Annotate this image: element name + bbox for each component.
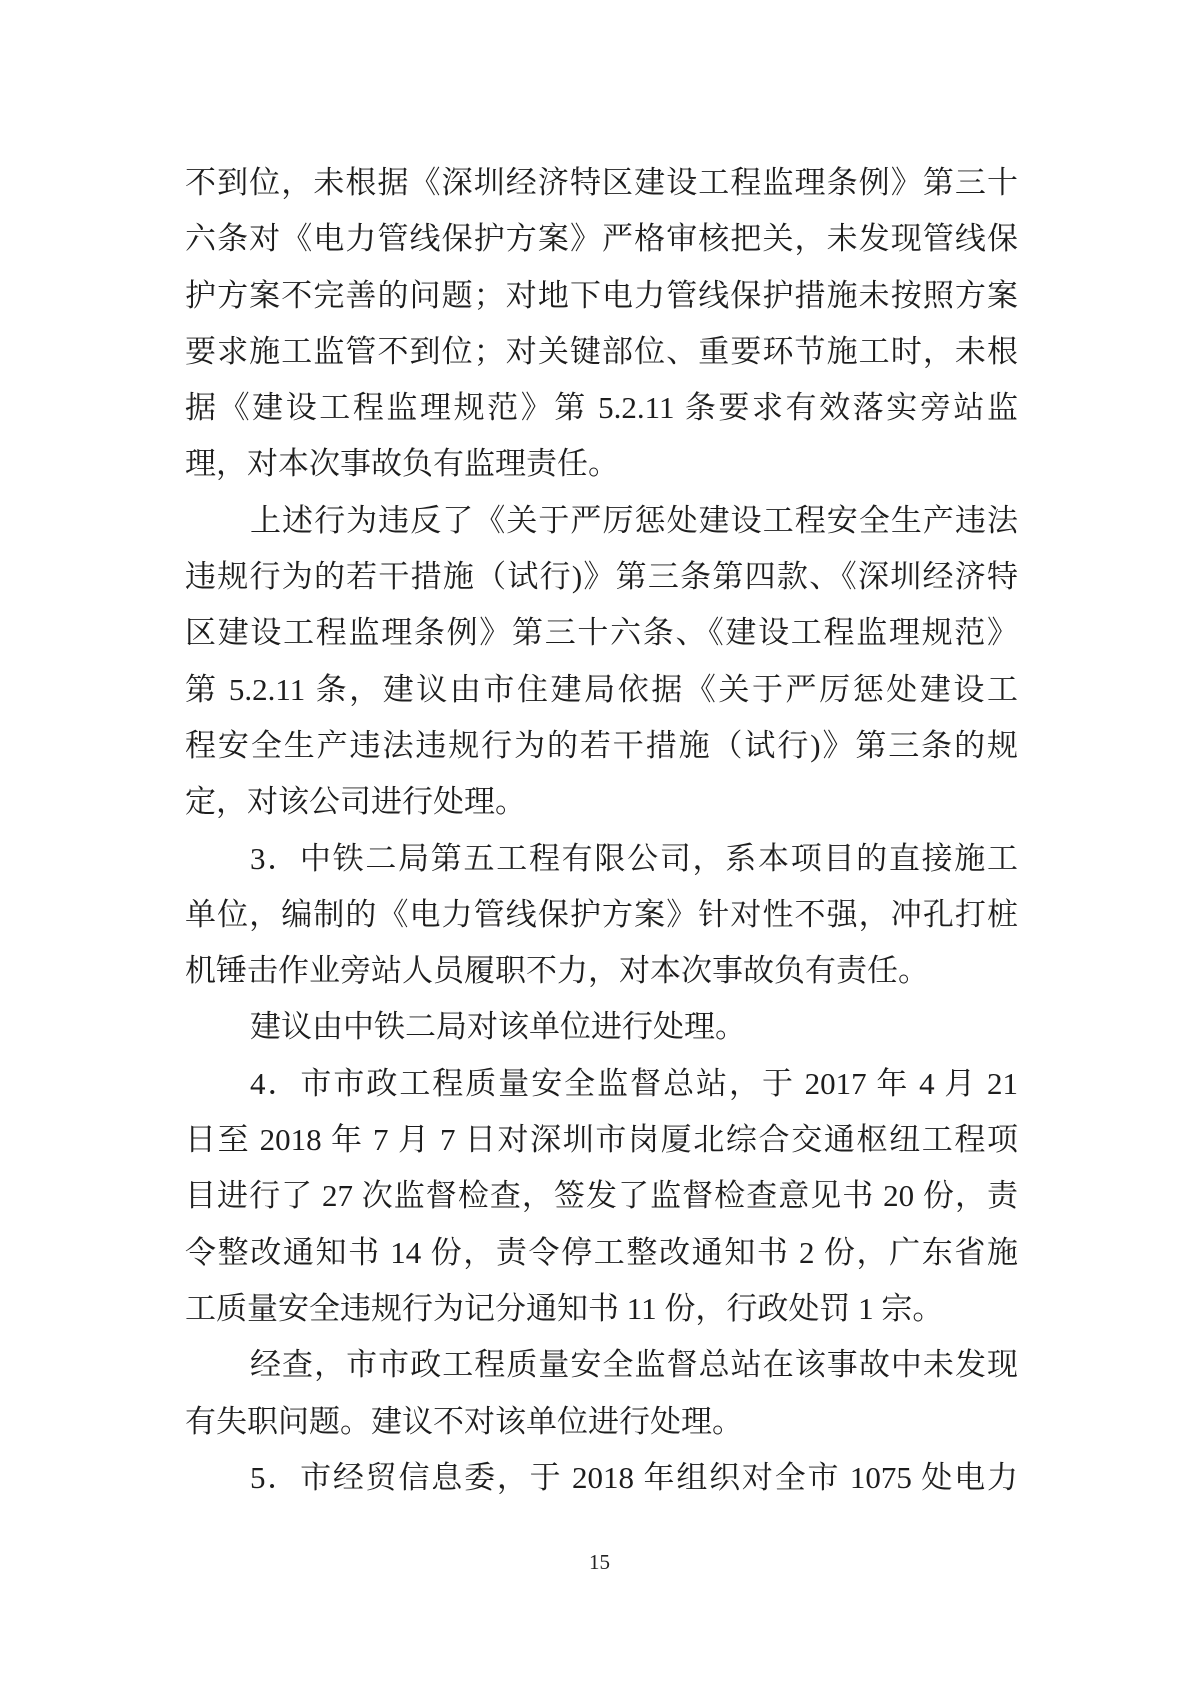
text-line: 第 5.2.11 条，建议由市住建局依据《关于严厉惩处建设工 xyxy=(185,671,1018,707)
text-line: 目进行了 27 次监督检查，签发了监督检查意见书 20 份，责 xyxy=(185,1178,1018,1214)
text-line: 工质量安全违规行为记分通知书 11 份，行政处罚 1 宗。 xyxy=(185,1290,944,1326)
text-line: 令整改通知书 14 份，责令停工整改通知书 2 份，广东省施 xyxy=(185,1234,1018,1270)
text-line: 上述行为违反了《关于严厉惩处建设工程安全生产违法 xyxy=(250,502,1018,538)
text-line: 程安全生产违法违规行为的若干措施（试行)》第三条的规 xyxy=(185,727,1018,763)
text-line: 日至 2018 年 7 月 7 日对深圳市岗厦北综合交通枢纽工程项 xyxy=(185,1122,1018,1158)
page-number: 15 xyxy=(589,1550,610,1574)
text-line: 有失职问题。建议不对该单位进行处理。 xyxy=(185,1403,743,1439)
text-line: 3．中铁二局第五工程有限公司，系本项目的直接施工 xyxy=(250,840,1018,876)
text-line: 护方案不完善的问题；对地下电力管线保护措施未按照方案 xyxy=(185,277,1018,313)
text-line: 违规行为的若干措施（试行)》第三条第四款、《深圳经济特 xyxy=(185,559,1018,595)
text-line: 不到位，未根据《深圳经济特区建设工程监理条例》第三十 xyxy=(185,165,1018,200)
text-line: 定，对该公司进行处理。 xyxy=(185,784,526,820)
text-line: 单位，编制的《电力管线保护方案》针对性不强，冲孔打桩 xyxy=(185,896,1018,932)
text-line: 区建设工程监理条例》第三十六条、《建设工程监理规范》 xyxy=(185,615,1018,651)
text-line: 4．市市政工程质量安全监督总站，于 2017 年 4 月 21 xyxy=(250,1065,1018,1101)
text-line: 要求施工监管不到位；对关键部位、重要环节施工时，未根 xyxy=(185,333,1018,369)
document-text xyxy=(185,155,1018,1506)
page-footer xyxy=(0,1550,1199,1575)
text-line: 建议由中铁二局对该单位进行处理。 xyxy=(250,1009,746,1045)
text-line: 机锤击作业旁站人员履职不力，对本次事故负有责任。 xyxy=(185,953,929,989)
text-line: 据《建设工程监理规范》第 5.2.11 条要求有效落实旁站监 xyxy=(185,390,1018,426)
text-line: 经查，市市政工程质量安全监督总站在该事故中未发现 xyxy=(250,1347,1018,1383)
text-line: 理，对本次事故负有监理责任。 xyxy=(185,446,619,482)
text-line: 六条对《电力管线保护方案》严格审核把关，未发现管线保 xyxy=(185,221,1018,257)
text-line: 5．市经贸信息委，于 2018 年组织对全市 1075 处电力 xyxy=(250,1459,1018,1495)
